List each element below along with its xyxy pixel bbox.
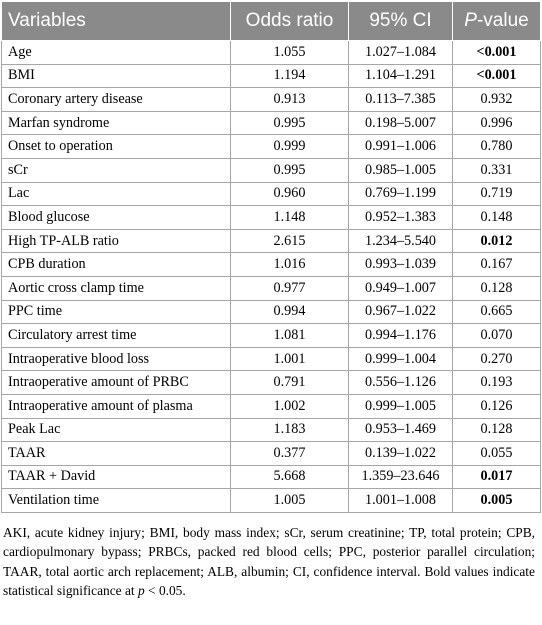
cell-p-value: 0.017 [453, 465, 541, 489]
cell-p-value: <0.001 [453, 64, 541, 88]
cell-p-value: 0.331 [453, 158, 541, 182]
odds-ratio-table [1, 1, 541, 513]
table-row [2, 489, 541, 513]
footnote-p-italic: p [137, 583, 145, 599]
cell-p-value: 0.932 [453, 88, 541, 112]
cell-variable: Peak Lac [2, 418, 231, 442]
table-row [2, 371, 541, 395]
cell-95-ci: 0.991–1.006 [349, 135, 453, 159]
cell-odds-ratio: 1.081 [231, 324, 349, 348]
cell-odds-ratio: 0.960 [231, 182, 349, 206]
table-footnote [3, 523, 535, 601]
cell-95-ci: 0.769–1.199 [349, 182, 453, 206]
cell-odds-ratio: 1.148 [231, 206, 349, 230]
cell-odds-ratio: 1.001 [231, 347, 349, 371]
cell-p-value: 0.005 [453, 489, 541, 513]
header-95-ci: 95% CI [349, 2, 453, 41]
cell-odds-ratio: 0.377 [231, 442, 349, 466]
table-row [2, 41, 541, 65]
results-table-container [1, 1, 540, 601]
cell-variable: Intraoperative amount of PRBC [2, 371, 231, 395]
cell-95-ci: 0.953–1.469 [349, 418, 453, 442]
cell-p-value: 0.055 [453, 442, 541, 466]
cell-variable: Intraoperative blood loss [2, 347, 231, 371]
cell-95-ci: 0.999–1.005 [349, 394, 453, 418]
cell-95-ci: 0.993–1.039 [349, 253, 453, 277]
cell-95-ci: 0.994–1.176 [349, 324, 453, 348]
table-row [2, 111, 541, 135]
cell-variable: Circulatory arrest time [2, 324, 231, 348]
cell-95-ci: 0.999–1.004 [349, 347, 453, 371]
cell-variable: Ventilation time [2, 489, 231, 513]
cell-95-ci: 1.001–1.008 [349, 489, 453, 513]
cell-odds-ratio: 1.002 [231, 394, 349, 418]
table-row [2, 229, 541, 253]
cell-variable: Aortic cross clamp time [2, 276, 231, 300]
cell-variable: Age [2, 41, 231, 65]
cell-odds-ratio: 2.615 [231, 229, 349, 253]
cell-p-value: 0.126 [453, 394, 541, 418]
table-row [2, 64, 541, 88]
cell-p-value: 0.996 [453, 111, 541, 135]
cell-p-value: 0.193 [453, 371, 541, 395]
cell-odds-ratio: 0.995 [231, 158, 349, 182]
cell-95-ci: 1.234–5.540 [349, 229, 453, 253]
header-p-value [453, 2, 541, 41]
header-row [2, 2, 541, 41]
cell-p-value: 0.270 [453, 347, 541, 371]
cell-95-ci: 0.967–1.022 [349, 300, 453, 324]
footnote-bold-note-suffix: < 0.05. [148, 583, 186, 599]
cell-95-ci: 1.104–1.291 [349, 64, 453, 88]
cell-p-value: 0.148 [453, 206, 541, 230]
table-row [2, 276, 541, 300]
cell-odds-ratio: 0.995 [231, 111, 349, 135]
cell-95-ci: 0.139–1.022 [349, 442, 453, 466]
cell-95-ci: 0.952–1.383 [349, 206, 453, 230]
table-row [2, 158, 541, 182]
cell-p-value: 0.167 [453, 253, 541, 277]
cell-p-value: 0.128 [453, 418, 541, 442]
cell-p-value: 0.780 [453, 135, 541, 159]
cell-odds-ratio: 0.913 [231, 88, 349, 112]
table-row [2, 135, 541, 159]
table-row [2, 394, 541, 418]
cell-95-ci: 0.198–5.007 [349, 111, 453, 135]
cell-odds-ratio: 0.999 [231, 135, 349, 159]
cell-variable: Coronary artery disease [2, 88, 231, 112]
cell-95-ci: 1.027–1.084 [349, 41, 453, 65]
table-row [2, 88, 541, 112]
cell-variable: TAAR [2, 442, 231, 466]
cell-variable: High TP-ALB ratio [2, 229, 231, 253]
cell-variable: Onset to operation [2, 135, 231, 159]
cell-variable: Blood glucose [2, 206, 231, 230]
table-header [2, 2, 541, 41]
header-p-italic: P [464, 10, 477, 31]
cell-95-ci: 0.113–7.385 [349, 88, 453, 112]
cell-variable: PPC time [2, 300, 231, 324]
cell-p-value: 0.665 [453, 300, 541, 324]
table-row [2, 300, 541, 324]
cell-95-ci: 0.556–1.126 [349, 371, 453, 395]
cell-variable: Intraoperative amount of plasma [2, 394, 231, 418]
cell-p-value: 0.012 [453, 229, 541, 253]
table-body [2, 41, 541, 513]
table-row [2, 182, 541, 206]
cell-p-value: 0.719 [453, 182, 541, 206]
cell-variable: Lac [2, 182, 231, 206]
header-variables: Variables [2, 2, 231, 41]
cell-odds-ratio: 5.668 [231, 465, 349, 489]
cell-p-value: 0.128 [453, 276, 541, 300]
table-row [2, 418, 541, 442]
cell-variable: Marfan syndrome [2, 111, 231, 135]
cell-odds-ratio: 1.005 [231, 489, 349, 513]
table-row [2, 206, 541, 230]
cell-p-value: 0.070 [453, 324, 541, 348]
header-odds-ratio: Odds ratio [231, 2, 349, 41]
cell-odds-ratio: 1.194 [231, 64, 349, 88]
cell-odds-ratio: 0.977 [231, 276, 349, 300]
footnote-bold-note-prefix: Bold values indicate statistical significance at [3, 563, 535, 599]
table-row [2, 347, 541, 371]
cell-variable: BMI [2, 64, 231, 88]
cell-95-ci: 0.985–1.005 [349, 158, 453, 182]
footnote-abbreviations: AKI, acute kidney injury; BMI, body mass index; sCr, serum creatinine; TP, total protein; CPB, cardiopulmonary bypass; PRBCs, packed red blood cells; PPC, posterior parallel circulation; TAAR, total aortic arch replacement; ALB, albumin; CI, confidence interval. [3, 524, 535, 579]
header-p-suffix: -value [476, 10, 529, 31]
table-row [2, 465, 541, 489]
cell-95-ci: 1.359–23.646 [349, 465, 453, 489]
cell-p-value: <0.001 [453, 41, 541, 65]
cell-odds-ratio: 0.791 [231, 371, 349, 395]
table-row [2, 324, 541, 348]
cell-95-ci: 0.949–1.007 [349, 276, 453, 300]
cell-variable: sCr [2, 158, 231, 182]
cell-odds-ratio: 1.016 [231, 253, 349, 277]
cell-odds-ratio: 1.183 [231, 418, 349, 442]
cell-odds-ratio: 1.055 [231, 41, 349, 65]
table-row [2, 442, 541, 466]
cell-variable: TAAR + David [2, 465, 231, 489]
cell-odds-ratio: 0.994 [231, 300, 349, 324]
cell-variable: CPB duration [2, 253, 231, 277]
table-row [2, 253, 541, 277]
